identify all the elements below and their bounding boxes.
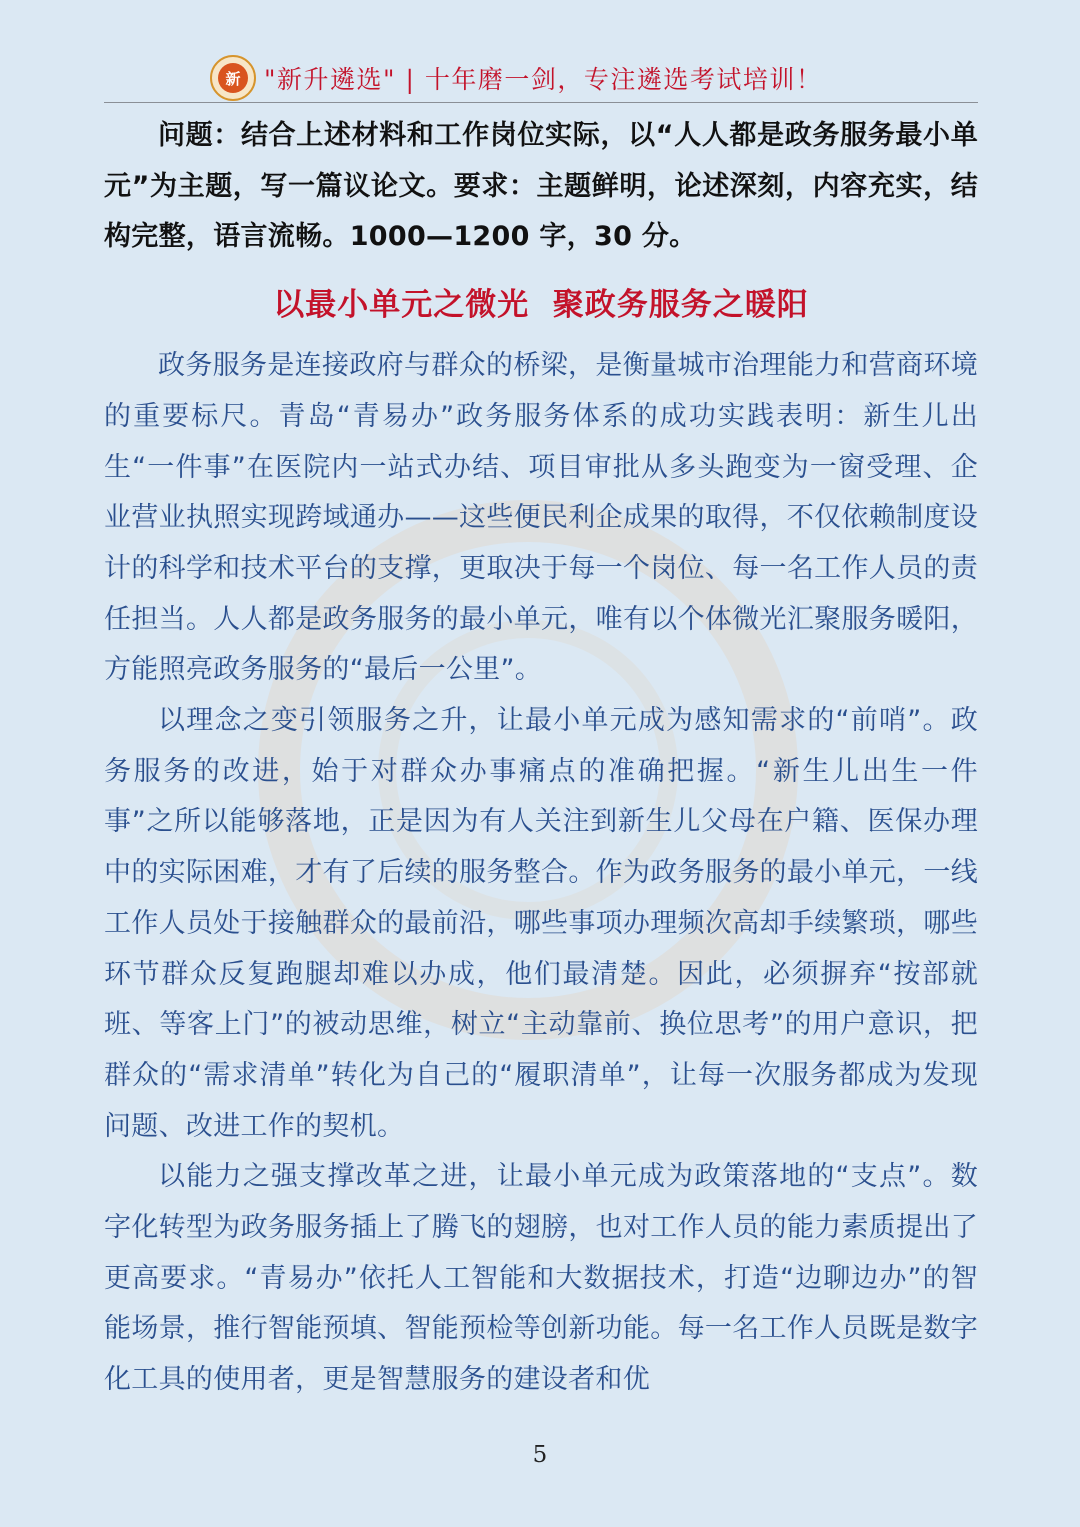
brand-logo	[210, 55, 256, 101]
essay-paragraph-2: 以理念之变引领服务之升，让最小单元成为感知需求的“前哨”。政务服务的改进，始于对群众办事痛点的准确把握。“新生儿出生一件事”之所以能够落地，正是因为有人关注到新生儿父母在户籍、医保办理中的实际困难，才有了后续的服务整合。作为政务服务的最小单元，一线工作人员处于接触群众的最前沿，哪些事项办理频次高却手续繁琐，哪些环节群众反复跑腿却难以办成，他们最清楚。因此，必须摒弃“按部就班、等客上门”的被动思维，树立“主动靠前、换位思考”的用户意识，把群众的“需求清单”转化为自己的“履职清单”，让每一次服务都成为发现问题、改进工作的契机。	[104, 705, 978, 1142]
essay-paragraph-3: 以能力之强支撑改革之进，让最小单元成为政策落地的“支点”。数字化转型为政务服务插上了腾飞的翅膀，也对工作人员的能力素质提出了更高要求。“青易办”依托人工智能和大数据技术，打造“边聊边办”的智能场景，推行智能预填、智能预检等创新功能。每一名工作人员既是数字化工具的使用者，更是智慧服务的建设者和优	[104, 1161, 978, 1396]
page-number: 5	[532, 1442, 548, 1468]
essay-paragraph-1: 政务服务是连接政府与群众的桥梁，是衡量城市治理能力和营商环境的重要标尺。青岛“青易办”政务服务体系的成功实践表明：新生儿出生“一件事”在医院内一站式办结、项目审批从多头跑变为一窗受理、企业营业执照实现跨域通办——这些便民利企成果的取得，不仅依赖制度设计的科学和技术平台的支撑，更取决于每一个岗位、每一名工作人员的责任担当。人人都是政务服务的最小单元，唯有以个体微光汇聚服务暖阳，方能照亮政务服务的“最后一公里”。	[104, 350, 978, 686]
essay-title: 以最小单元之微光 聚政务服务之暖阳	[273, 287, 809, 324]
brand-logo-mark: 新	[218, 63, 248, 93]
question-prompt: 问题：结合上述材料和工作岗位实际，以“人人都是政务服务最小单元”为主题，写一篇议论文。要求：主题鲜明，论述深刻，内容充实，结构完整，语言流畅。1000—1200 字，30 分。	[104, 120, 978, 253]
header-tagline: "新升遴选" | 十年磨一剑，专注遴选考试培训！	[264, 65, 823, 94]
document-body	[104, 111, 978, 1406]
header-divider	[104, 102, 978, 103]
page-header	[210, 54, 822, 102]
